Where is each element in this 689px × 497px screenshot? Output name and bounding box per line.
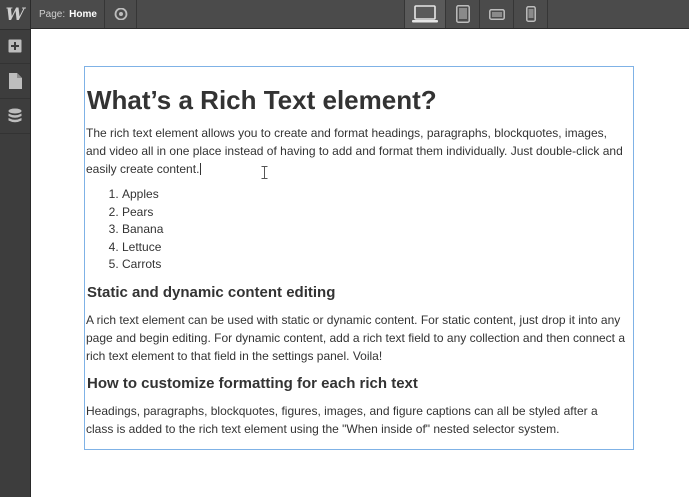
left-toolbar — [0, 0, 31, 497]
mobile-portrait-view-button[interactable] — [513, 0, 548, 28]
list-item[interactable]: 4. Lettuce — [122, 239, 632, 257]
intro-paragraph[interactable] — [86, 124, 626, 178]
add-icon — [8, 39, 22, 53]
page-selector[interactable] — [31, 0, 105, 28]
customize-paragraph[interactable]: Headings, paragraphs, blockquotes, figures, images, and figure captions can all be styled after a class is added to the rich text element using the "When inside of" nested selector system. — [86, 403, 598, 436]
designer-canvas[interactable] — [31, 29, 689, 497]
rich-text-element[interactable] — [84, 66, 634, 450]
ordered-list[interactable] — [86, 186, 632, 274]
pages-icon — [9, 73, 22, 89]
desktop-icon — [412, 5, 438, 23]
logo-mark: W — [5, 4, 25, 25]
mobile-landscape-icon — [489, 9, 505, 20]
static-dynamic-paragraph[interactable]: A rich text element can be used with static or dynamic content. For static content, just drop it into any page and begin editing. For dynamic content, add a rich text field to any collection and then connect a rich text element to that field in the settings panel. Voila! — [86, 312, 626, 363]
rich-text-title[interactable]: What’s a Rich Text element? — [87, 85, 437, 115]
mobile-portrait-icon — [526, 6, 536, 22]
cms-button[interactable] — [0, 99, 30, 134]
pages-button[interactable] — [0, 64, 30, 99]
tablet-icon — [456, 5, 470, 23]
text-caret — [200, 163, 201, 175]
list-item[interactable]: 5. Carrots — [122, 256, 632, 274]
page-label: Page: — [39, 8, 66, 20]
intro-text: The rich text element allows you to create and format headings, paragraphs, blockquotes, images, and video all in one place instead of having to add and format them individually. Just double-click and easily create content. — [86, 126, 623, 176]
eye-icon — [114, 8, 128, 20]
device-switcher — [404, 0, 548, 28]
page-name: Home — [69, 8, 97, 20]
list-item[interactable]: 1. Apples — [122, 186, 632, 204]
heading-customize-formatting[interactable]: How to customize formatting for each rich text — [87, 374, 418, 392]
add-element-button[interactable] — [0, 29, 30, 64]
list-item[interactable]: 2. Pears — [122, 204, 632, 222]
heading-static-dynamic[interactable]: Static and dynamic content editing — [87, 283, 336, 301]
top-bar — [31, 0, 689, 29]
text-cursor-icon — [261, 166, 268, 179]
mobile-landscape-view-button[interactable] — [479, 0, 513, 28]
webflow-logo[interactable] — [0, 0, 30, 30]
cms-database-icon — [8, 108, 22, 125]
preview-button[interactable] — [105, 0, 137, 28]
list-item[interactable]: 3. Banana — [122, 221, 632, 239]
desktop-view-button[interactable] — [404, 0, 445, 28]
tablet-view-button[interactable] — [445, 0, 479, 28]
